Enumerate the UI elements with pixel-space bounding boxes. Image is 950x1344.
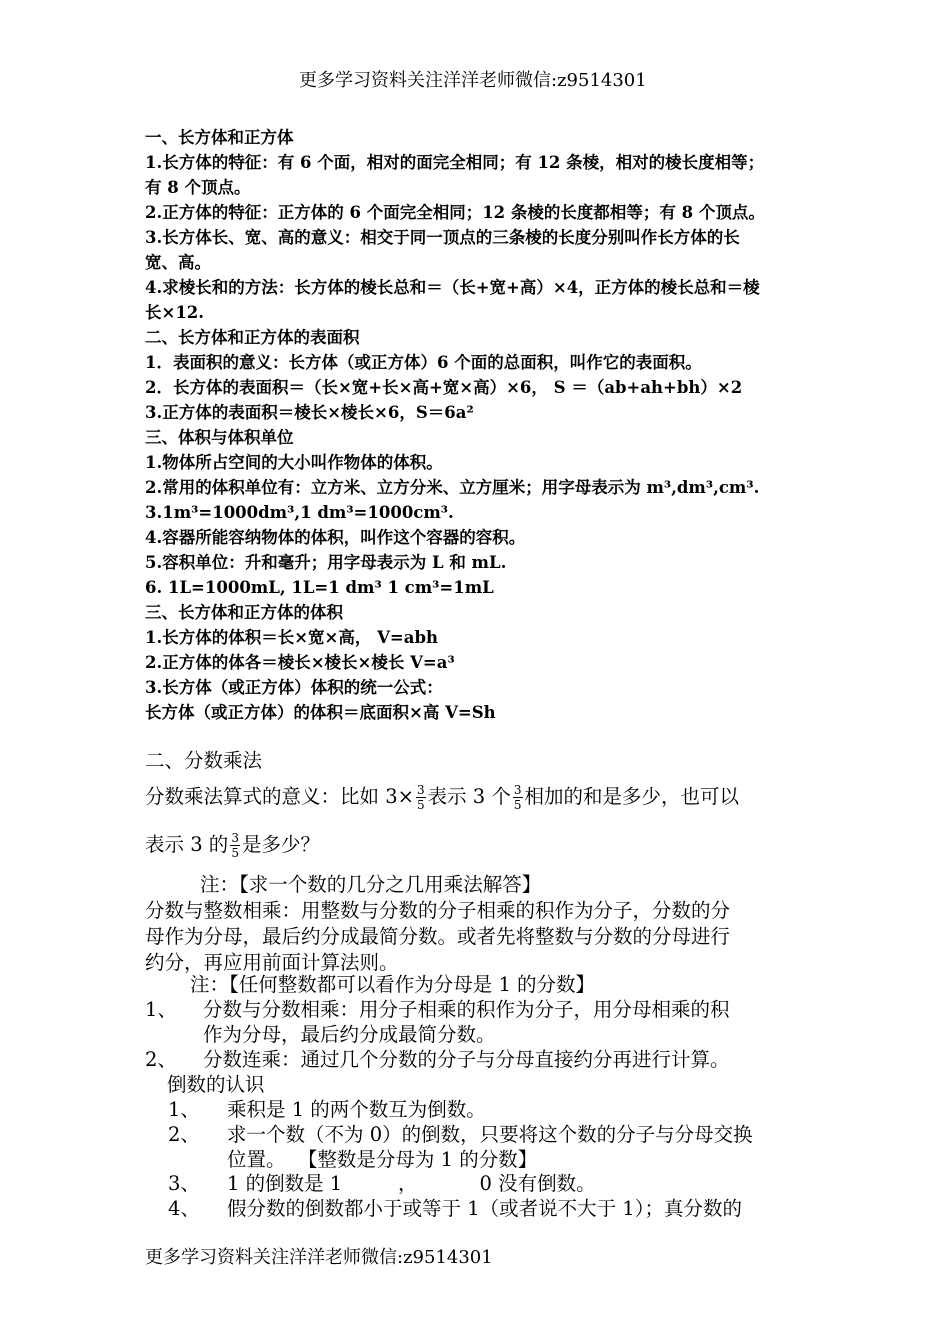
text-line: 4.容器所能容纳物体的体积，叫作这个容器的容积。 — [145, 528, 526, 547]
list-item-text: 求一个数（不为 0）的倒数，只要将这个数的分子与分母交换 — [227, 1123, 753, 1146]
list-item-text: 位置。 【整数是分母为 1 的分数】 — [227, 1148, 538, 1171]
text-line: 2.正方体的体各＝棱长×棱长×棱长 V=a³ — [145, 653, 455, 672]
page-footer: 更多学习资料关注洋洋老师微信:z9514301 — [145, 1247, 493, 1268]
fraction-three-fifths — [416, 783, 426, 812]
text-line: 有 8 个顶点。 — [145, 178, 251, 197]
text-line: 4.求棱长和的方法：长方体的棱长总和＝（长+宽+高）×4，正方体的棱长总和＝棱 — [145, 278, 760, 297]
text-line: 2.常用的体积单位有：立方米、立方分米、立方厘米；用字母表示为 m³,dm³,cm³. — [145, 478, 760, 497]
text-line: 3.正方体的表面积＝棱长×棱长×6，S＝6a² — [145, 403, 474, 422]
text-line: 6. 1L=1000mL, 1L=1 dm³ 1 cm³=1mL — [145, 578, 494, 597]
paragraph-line: 母作为分母，最后约分成最简分数。或者先将整数与分数的分母进行 — [145, 925, 731, 948]
meaning-line-1 — [145, 778, 739, 816]
section-title: 二、分数乘法 — [145, 749, 263, 772]
list-item-text: 作为分母，最后约分成最简分数。 — [203, 1023, 496, 1046]
text-line: 3.1m³=1000dm³,1 dm³=1000cm³. — [145, 503, 454, 522]
text-line: 1.长方体的体积＝长×宽×高， V=abh — [145, 628, 438, 647]
fraction-numerator: 3 — [416, 783, 425, 797]
list-item-text: 1 的倒数是 1 ， 0 没有倒数。 — [227, 1172, 596, 1195]
text-line: 2．长方体的表面积＝（长×宽+长×高+宽×高）×6， S ＝（ab+ah+bh）×2 — [145, 378, 743, 397]
text-line: 长×12. — [145, 303, 205, 322]
text-line: 1．表面积的意义：长方体（或正方体）6 个面的总面积，叫作它的表面积。 — [145, 353, 702, 372]
text-line: 1.物体所占空间的大小叫作物体的体积。 — [145, 453, 443, 472]
fraction-denominator: 5 — [416, 798, 425, 812]
meaning-text-b: 表示 3 个 — [427, 785, 511, 808]
fraction-three-fifths — [230, 831, 240, 860]
fraction-three-fifths — [513, 783, 523, 812]
meaning-text-c: 相加的和是多少，也可以 — [524, 785, 740, 808]
list-number: 1、 — [168, 1098, 200, 1121]
fraction-numerator: 3 — [231, 831, 239, 845]
fraction-denominator: 5 — [513, 798, 522, 812]
list-number: 1、 — [145, 998, 177, 1021]
section-title: 三、体积与体积单位 — [145, 428, 294, 447]
text-line: 1.长方体的特征：有 6 个面，相对的面完全相同；有 12 条棱，相对的棱长度相等； — [145, 153, 765, 172]
list-number: 2、 — [168, 1123, 200, 1146]
list-number: 2、 — [145, 1048, 177, 1071]
section-title: 二、长方体和正方体的表面积 — [145, 328, 360, 347]
fraction-denominator: 5 — [231, 846, 239, 860]
meaning-text-d: 表示 3 的 — [145, 833, 229, 856]
text-line: 3.长方体（或正方体）体积的统一公式： — [145, 678, 443, 697]
fraction-numerator: 3 — [513, 783, 522, 797]
text-line: 2.正方体的特征：正方体的 6 个面完全相同；12 条棱的长度都相等；有 8 个顶点。 — [145, 203, 765, 222]
list-number: 3、 — [168, 1172, 200, 1195]
meaning-text-a: 分数乘法算式的意义：比如 3× — [145, 785, 414, 808]
list-item-text: 乘积是 1 的两个数互为倒数。 — [227, 1098, 486, 1121]
list-item-text: 分数连乘：通过几个分数的分子与分母直接约分再进行计算。 — [203, 1048, 730, 1071]
note-line: 注：【任何整数都可以看作为分母是 1 的分数】 — [190, 973, 596, 996]
text-line: 宽、高。 — [145, 253, 211, 272]
meaning-line-2 — [145, 826, 320, 864]
list-number: 4、 — [168, 1197, 200, 1220]
text-line: 5.容积单位：升和毫升；用字母表示为 L 和 mL. — [145, 553, 507, 572]
section-title: 三、长方体和正方体的体积 — [145, 603, 343, 622]
paragraph-line: 约分，再应用前面计算法则。 — [145, 951, 399, 974]
note-line: 注：【求一个数的几分之几用乘法解答】 — [200, 873, 542, 896]
meaning-text-e: 是多少？ — [241, 833, 320, 856]
list-item-text: 假分数的倒数都小于或等于 1（或者说不大于 1）；真分数的 — [227, 1197, 742, 1220]
list-item-text: 分数与分数相乘：用分子相乘的积作为分子，用分母相乘的积 — [203, 998, 730, 1021]
text-line: 3.长方体长、宽、高的意义：相交于同一顶点的三条棱的长度分别叫作长方体的长 — [145, 228, 740, 247]
paragraph-line: 分数与整数相乘：用整数与分数的分子相乘的积作为分子，分数的分 — [145, 899, 731, 922]
page-header: 更多学习资料关注洋洋老师微信:z9514301 — [299, 70, 647, 91]
text-line: 长方体（或正方体）的体积＝底面积×高 V=Sh — [145, 703, 496, 722]
section-title: 一、长方体和正方体 — [145, 128, 294, 147]
subsection-title: 倒数的认识 — [167, 1073, 265, 1096]
